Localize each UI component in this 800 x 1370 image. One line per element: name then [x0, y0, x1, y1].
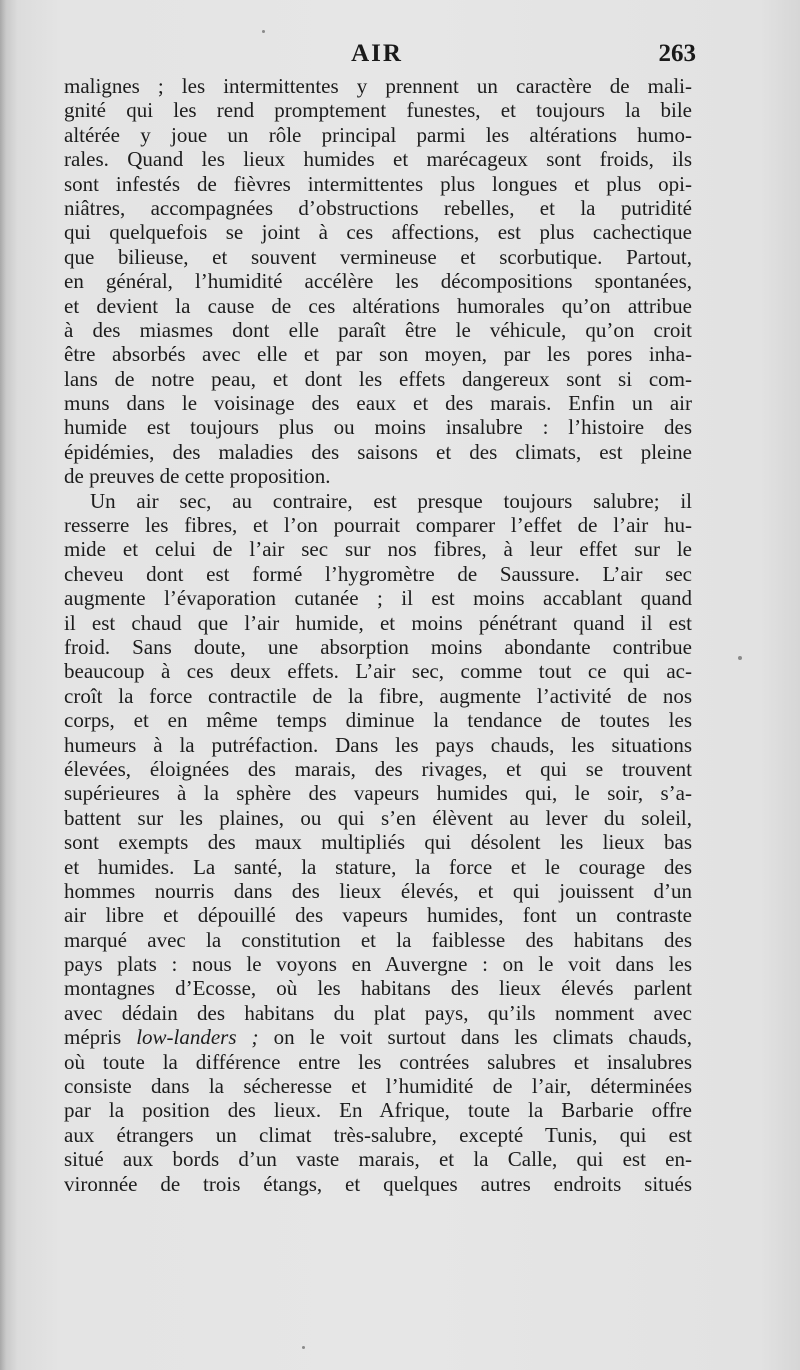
- text-line: battent sur les plaines, ou qui s’en élèvent au lever du soleil,: [64, 805, 692, 830]
- text-line-with-italic: [64, 1025, 692, 1049]
- text-line: en général, l’humidité accélère les décompositions spontanées,: [64, 269, 692, 294]
- paragraph-first-line: Un air sec, au contraire, est presque toujours salubre; il: [90, 488, 692, 513]
- text-line: être absorbés avec elle et par son moyen, par les pores inha-: [64, 342, 692, 367]
- body-text: [64, 74, 692, 1196]
- text-line: froid. Sans doute, une absorption moins abondante contribue: [64, 634, 692, 659]
- text-line: montagnes d’Ecosse, où les habitans des lieux élevés parlent: [64, 976, 692, 1001]
- paper-speck: [262, 30, 265, 33]
- text-line: où toute la différence entre les contrées salubres et insalubres: [64, 1049, 692, 1074]
- text-line: altérée y joue un rôle principal parmi les altérations humo-: [64, 122, 692, 147]
- text-line: supérieures à la sphère des vapeurs humides qui, le soir, s’a-: [64, 781, 692, 806]
- text-line: hommes nourris dans des lieux élevés, et qui jouissent d’un: [64, 878, 692, 903]
- text-line: cheveu dont est formé l’hygromètre de Saussure. L’air sec: [64, 561, 692, 586]
- text-line: et devient la cause de ces altérations humorales qu’on attribue: [64, 293, 692, 318]
- text-line: vironnée de trois étangs, et quelques autres endroits situés: [64, 1171, 692, 1196]
- text-line: malignes ; les intermittentes y prennent un caractère de mali-: [64, 74, 692, 98]
- text-line: beaucoup à ces deux effets. L’air sec, comme tout ce qui ac-: [64, 659, 692, 684]
- text-line: humeurs à la putréfaction. Dans les pays chauds, les situations: [64, 732, 692, 757]
- page-header: [62, 40, 696, 76]
- text-span: mépris: [64, 1025, 122, 1050]
- text-line: consiste dans la sécheresse et l’humidité de l’air, déterminées: [64, 1074, 692, 1099]
- paper-speck: [738, 656, 742, 660]
- text-line: muns dans le voisinage des eaux et des marais. Enfin un air: [64, 391, 692, 416]
- text-line: que bilieuse, et souvent vermineuse et scorbutique. Partout,: [64, 244, 692, 269]
- text-line: croît la force contractile de la fibre, augmente l’activité de nos: [64, 683, 692, 708]
- text-line: rales. Quand les lieux humides et marécageux sont froids, ils: [64, 147, 692, 172]
- text-line: humide est toujours plus ou moins insalubre : l’histoire des: [64, 415, 692, 440]
- text-line: lans de notre peau, et dont les effets dangereux sont si com-: [64, 366, 692, 391]
- text-line: sont exempts des maux multipliés qui désolent les lieux bas: [64, 830, 692, 855]
- text-line: aux étrangers un climat très-salubre, excepté Tunis, qui est: [64, 1122, 692, 1147]
- text-line: avec dédain des habitans du plat pays, qu’ils nomment avec: [64, 1000, 692, 1025]
- paper-speck: [302, 1346, 305, 1349]
- text-line: il est chaud que l’air humide, et moins pénétrant quand il est: [64, 610, 692, 635]
- text-line: gnité qui les rend promptement funestes, et toujours la bile: [64, 98, 692, 123]
- text-line: de preuves de cette proposition.: [64, 464, 331, 489]
- text-line: mide et celui de l’air sec sur nos fibres, à leur effet sur le: [64, 537, 692, 562]
- text-line: marqué avec la constitution et la faiblesse des habitans des: [64, 927, 692, 952]
- text-line: resserre les fibres, et l’on pourrait comparer l’effet de l’air hu-: [64, 513, 692, 538]
- text-line: qui quelquefois se joint à ces affections, est plus cachectique: [64, 220, 692, 245]
- text-line: par la position des lieux. En Afrique, toute la Barbarie offre: [64, 1098, 692, 1123]
- text-line: augmente l’évaporation cutanée ; il est moins accablant quand: [64, 586, 692, 611]
- text-line: sont infestés de fièvres intermittentes plus longues et plus opi-: [64, 171, 692, 196]
- italic-term: low-landers ;: [136, 1025, 259, 1050]
- page-number: 263: [658, 40, 696, 67]
- text-line: situé aux bords d’un vaste marais, et la Calle, qui est en-: [64, 1147, 692, 1172]
- text-line: à des miasmes dont elle paraît être le véhicule, qu’on croit: [64, 317, 692, 342]
- text-span: on le voit surtout dans les climats chauds,: [273, 1025, 692, 1050]
- text-line: niâtres, accompagnées d’obstructions rebelles, et la putridité: [64, 195, 692, 220]
- text-line: corps, et en même temps diminue la tendance de toutes les: [64, 708, 692, 733]
- text-line: épidémies, des maladies des saisons et des climats, est pleine: [64, 439, 692, 464]
- text-line: élevées, éloignées des marais, des rivages, et qui se trouvent: [64, 756, 692, 781]
- running-head: AIR: [351, 40, 403, 67]
- text-line: et humides. La santé, la stature, la force et le courage des: [64, 854, 692, 879]
- text-line: pays plats : nous le voyons en Auvergne : on le voit dans les: [64, 952, 692, 977]
- text-line: air libre et dépouillé des vapeurs humides, font un contraste: [64, 903, 692, 928]
